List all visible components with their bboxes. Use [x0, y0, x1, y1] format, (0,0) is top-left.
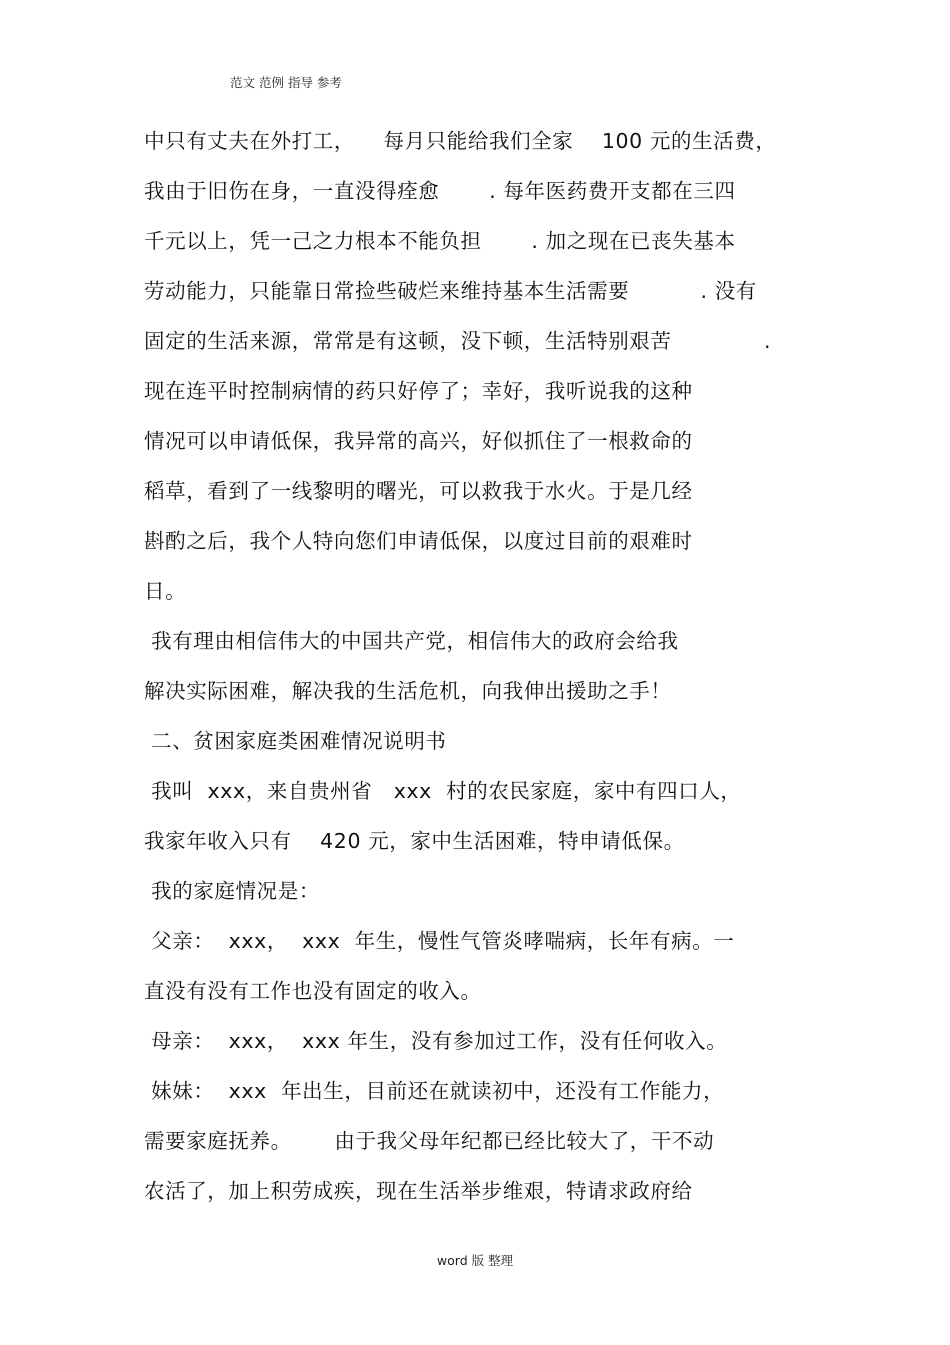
text-line: 农活了，加上积劳成疾，现在生活举步维艰，特请求政府给 — [144, 1179, 693, 1203]
text-line: 直没有没有工作也没有固定的收入。 — [144, 979, 482, 1003]
text-line: 需要家庭抚养。 由于我父母年纪都已经比较大了，干不动 — [144, 1129, 715, 1153]
text-line: 劳动能力，只能靠日常捡些破烂来维持基本生活需要 . 没有 — [144, 279, 757, 303]
text-line: 妹妹： xxx 年出生，目前还在就读初中，还没有工作能力， — [144, 1079, 725, 1103]
text-line: 中只有丈夫在外打工， 每月只能给我们全家 100 元的生活费， — [144, 129, 777, 153]
page-footer: word 版 整理 — [436, 1253, 514, 1268]
text-line: 我叫 xxx，来自贵州省 xxx 村的农民家庭，家中有四口人， — [144, 779, 742, 803]
text-line: 斟酌之后，我个人特向您们申请低保，以度过目前的艰难时 — [144, 529, 693, 553]
text-line: 我家年收入只有 420 元，家中生活困难，特申请低保。 — [144, 829, 685, 853]
text-line: 千元以上，凭一己之力根本不能负担 . 加之现在已丧失基本 — [144, 229, 736, 253]
text-line: 固定的生活来源，常常是有这顿，没下顿，生活特别艰苦 . — [144, 329, 772, 353]
text-line: 我由于旧伤在身，一直没得痊愈 . 每年医药费开支都在三四 — [144, 179, 736, 203]
text-line: 日。 — [144, 579, 187, 603]
text-line: 解决实际困难，解决我的生活危机，向我伸出援助之手！ — [144, 679, 672, 703]
section-heading: 二、贫困家庭类困难情况说明书 — [144, 729, 447, 753]
text-line: 父亲： xxx， xxx 年生，慢性气管炎哮喘病，长年有病。一 — [144, 929, 735, 953]
text-line: 母亲： xxx， xxx 年生，没有参加过工作，没有任何收入。 — [144, 1029, 728, 1053]
text-line: 我有理由相信伟大的中国共产党，相信伟大的政府会给我 — [144, 629, 679, 653]
text-line: 稻草，看到了一线黎明的曙光，可以救我于水火。于是几经 — [144, 479, 693, 503]
text-line: 情况可以申请低保，我异常的高兴，好似抓住了一根救命的 — [144, 429, 693, 453]
text-line: 现在连平时控制病情的药只好停了；幸好，我听说我的这种 — [144, 379, 693, 403]
page-header: 范文 范例 指导 参考 — [230, 75, 342, 90]
text-line: 我的家庭情况是： — [144, 879, 320, 903]
